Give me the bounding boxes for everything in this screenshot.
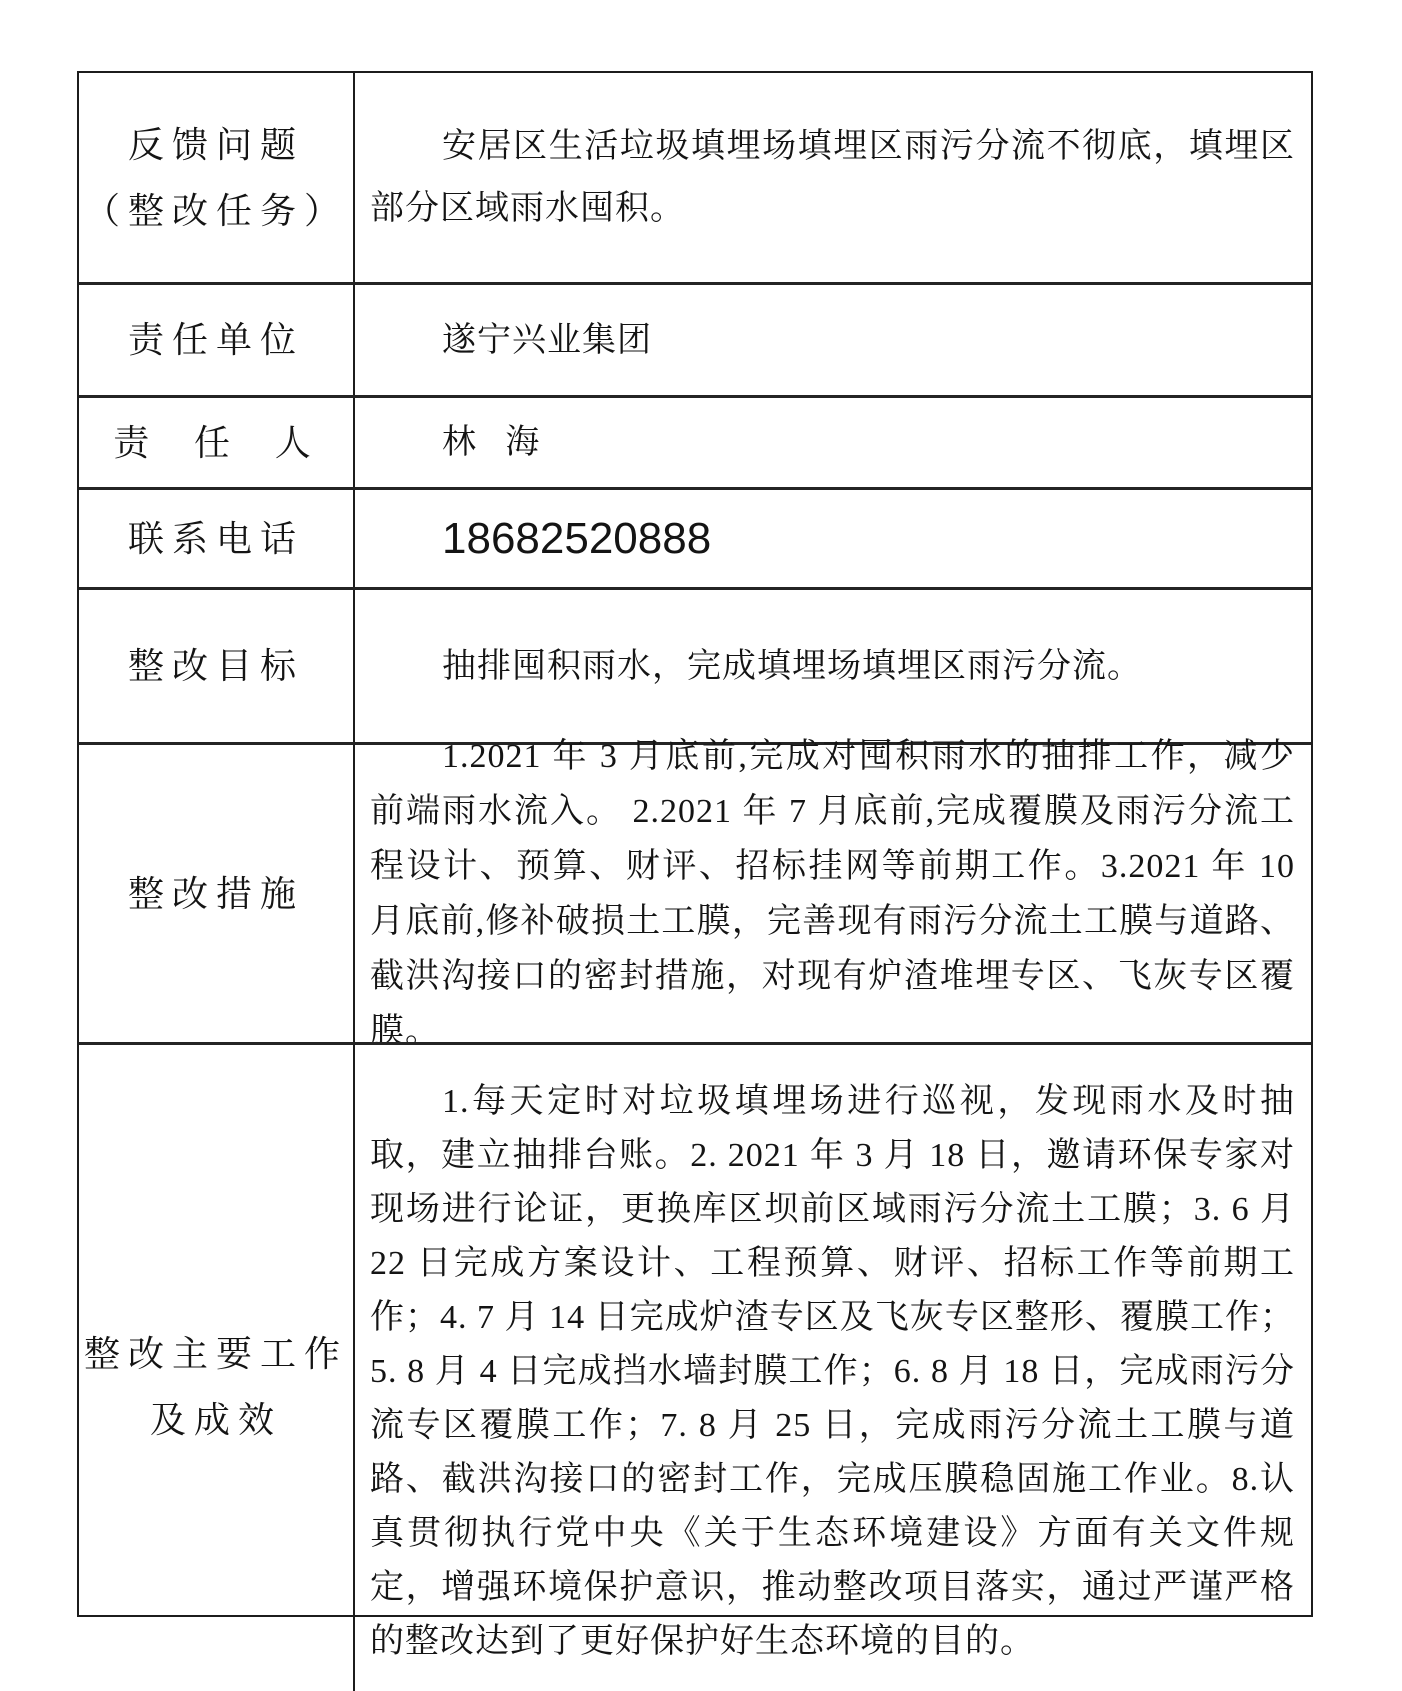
main-work-and-results-label: [79, 1045, 355, 1691]
rectification-target-text: 抽排囤积雨水，完成填埋场填埋区雨污分流。: [442, 647, 1142, 685]
contact-phone-value-cell: [355, 490, 1311, 587]
rectification-target-value-cell: [355, 590, 1311, 742]
rectification-measures-text: 1.2021 年 3 月底前,完成对囤积雨水的抽排工作，减少前端雨水流入。 2.2021 年 7 月底前,完成覆膜及雨污分流工程设计、预算、财评、招标挂网等前期工作。3.2021 年 10 月底前,修补破损土工膜，完善现有雨污分流土工膜与道路、截洪沟接口的密封措施，对现有炉渣堆埋专区、飞灰专区覆膜。: [370, 737, 1295, 1050]
label-line: 反馈问题: [127, 124, 304, 165]
row-contact-phone: [79, 487, 1311, 587]
row-responsible-unit: [79, 282, 1311, 395]
responsible-unit-label: [79, 285, 355, 395]
feedback-issue-label: [79, 73, 355, 282]
rectification-table: [77, 71, 1313, 1660]
label-line: 整改措施: [127, 873, 304, 914]
row-rectification-measures: [79, 737, 1311, 1050]
responsible-unit-value-cell: [355, 285, 1311, 395]
row-rectification-target: [79, 587, 1311, 742]
responsible-person-value-cell: [355, 398, 1311, 487]
label-line: 联系电话: [127, 518, 304, 559]
label-line: 责 任 人: [113, 422, 319, 463]
main-work-and-results-text: 1.每天定时对垃圾填埋场进行巡视，发现雨水及时抽取，建立抽排台账。2. 2021 年 3 月 18 日，邀请环保专家对现场进行论证，更换库区坝前区域雨污分流土工膜；3. 6 月 22 日完成方案设计、工程预算、财评、招标工作等前期工作；4. 7 月 14 日完成炉渣专区及飞灰专区整形、覆膜工作；5. 8 月 4 日完成挡水墙封膜工作；6. 8 月 18 日，完成雨污分流专区覆膜工作；7. 8 月 25 日，完成雨污分流土工膜与道路、截洪沟接口的密封工作，完成压膜稳固施工作业。8.认真贯彻执行党中央《关于生态环境建设》方面有关文件规定，增强环境保护意识，推动整改项目落实，通过严谨严格的整改达到了更好保护好生态环境的目的。: [370, 1083, 1295, 1660]
responsible-unit-text: 遂宁兴业集团: [442, 321, 652, 359]
responsible-person-label: [79, 398, 355, 487]
row-responsible-person: [79, 395, 1311, 487]
main-work-and-results-value-cell: [355, 1045, 1311, 1691]
label-line: 及成效: [149, 1400, 282, 1440]
rectification-measures-value-cell: [355, 737, 1311, 1050]
label-line: 整改主要工作: [83, 1334, 348, 1374]
contact-phone-label: [79, 490, 355, 587]
feedback-issue-text: 安居区生活垃圾填埋场填埋区雨污分流不彻底，填埋区部分区域雨水囤积。: [370, 127, 1295, 227]
responsible-person-text: 林 海: [442, 424, 541, 461]
contact-phone-number: 18682520888: [442, 514, 712, 563]
row-main-work-and-results: [79, 1042, 1311, 1691]
label-line: 责任单位: [127, 320, 304, 360]
label-line: 整改目标: [127, 646, 304, 686]
rectification-target-label: [79, 590, 355, 742]
rectification-measures-label: [79, 745, 355, 1042]
feedback-issue-value-cell: [355, 73, 1311, 282]
label-line: （整改任务）: [83, 190, 348, 231]
row-feedback-issue: [79, 73, 1311, 282]
